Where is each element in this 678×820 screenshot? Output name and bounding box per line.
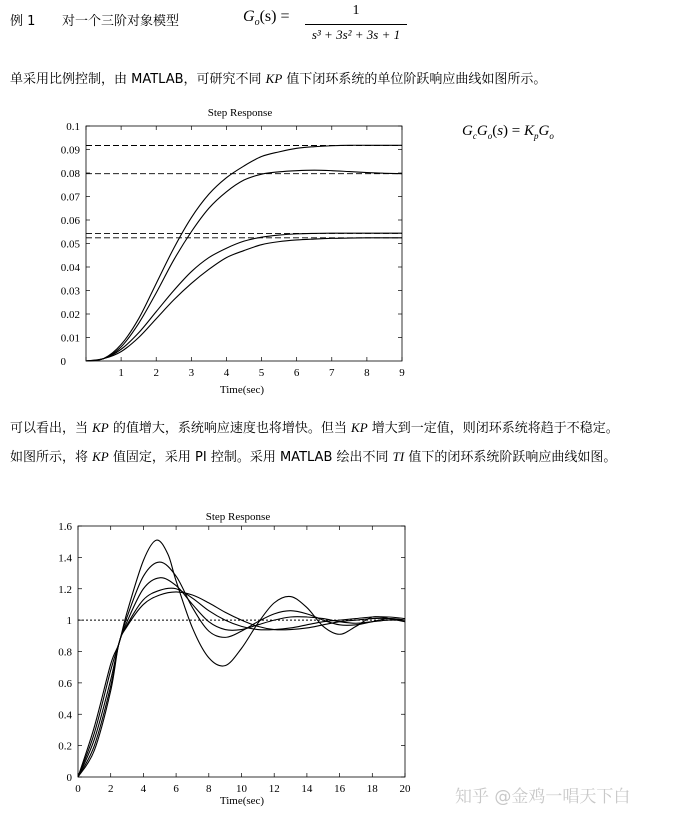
x-tick-label: 7: [329, 367, 335, 379]
x-tick-label: 4: [223, 367, 230, 379]
series-line-1: [86, 145, 402, 361]
y-tick-label: 0.01: [60, 332, 80, 345]
paragraph-3-text-a: 如图所示，将: [10, 450, 93, 465]
x-tick-label: 6: [173, 783, 179, 795]
x-tick-label: 3: [188, 367, 195, 379]
x-tick-label: 8: [206, 783, 212, 795]
x-tick-label: 18: [366, 783, 378, 795]
chart-2-xlabel: Time(sec): [219, 795, 265, 807]
x-tick-label: 12: [268, 783, 280, 795]
example-text: 对一个三阶对象模型: [62, 14, 180, 29]
formula-lhs-sub: o: [254, 17, 260, 29]
side-formula: [462, 123, 554, 141]
x-tick-label: 0: [75, 783, 81, 795]
x-tick-label: 20: [399, 783, 411, 795]
paragraph-3-ti: TI: [392, 449, 405, 464]
x-tick-label: 1: [118, 367, 124, 379]
paragraph-2-kp-a: KP: [92, 420, 109, 435]
paragraph-1-text-b: 值下闭环系统的单位阶跃响应曲线如图所示。: [282, 72, 547, 87]
plot-frame: [78, 526, 405, 777]
y-tick-label: 0.07: [60, 191, 80, 204]
y-tick-label: 0.08: [60, 168, 80, 180]
x-tick-label: 5: [258, 367, 265, 379]
paragraph-3-text-c: 值下的闭环系统阶跃响应曲线如图。: [404, 450, 617, 465]
y-tick-label: 0.2: [58, 740, 72, 753]
paragraph-1: [10, 68, 546, 87]
x-tick-label: 8: [364, 367, 370, 379]
y-tick-label: 1: [66, 615, 72, 628]
chart-1-title: Step Response: [207, 107, 273, 119]
y-tick-label: 0: [66, 772, 72, 784]
x-tick-label: 2: [153, 367, 159, 379]
paragraph-2-text-b: 的值增大，系统响应速度也将增快。但当: [108, 421, 352, 436]
chart-2-title: Step Response: [205, 511, 271, 523]
watermark: 知乎 @金鸡一唱天下白: [455, 787, 631, 807]
chart-1-plot-area: [61, 121, 406, 379]
example-label: 例 1: [10, 14, 36, 29]
step-response-chart-kp: [0, 100, 440, 400]
y-tick-label: 1.2: [58, 583, 72, 596]
paragraph-2-text-a: 可以看出，当: [10, 421, 93, 436]
formula-denominator: s³ + 3s² + 3s + 1: [311, 27, 401, 42]
step-response-chart-ti: [0, 505, 440, 815]
x-tick-label: 10: [236, 783, 247, 795]
header-formula: [243, 8, 289, 28]
y-tick-label: 0.6: [58, 677, 72, 690]
x-tick-label: 2: [107, 783, 114, 795]
series-line-1: [78, 540, 405, 777]
y-tick-label: 0.09: [60, 144, 80, 157]
series-line-2: [78, 562, 405, 777]
x-tick-label: 14: [301, 783, 313, 795]
paragraph-3: [10, 446, 616, 465]
paragraph-1-kp: KP: [265, 71, 283, 86]
formula-numerator: 1: [352, 3, 360, 18]
y-tick-label: 0.02: [60, 309, 80, 321]
formula-lhs: G: [243, 8, 255, 25]
chart-1-xlabel: Time(sec): [219, 384, 265, 396]
series-line-5: [78, 592, 405, 777]
x-tick-label: 16: [334, 783, 346, 795]
x-tick-label: 0: [60, 356, 66, 368]
paragraph-2-kp-b: KP: [351, 420, 368, 435]
paragraph-2-text-c: 增大到一定值，则闭环系统将趋于不稳定。: [367, 421, 619, 436]
chart-2-plot-area: [58, 521, 411, 795]
series-line-3: [78, 578, 405, 777]
y-tick-label: 0.06: [60, 215, 80, 227]
y-tick-label: 0.03: [60, 285, 80, 298]
formula-fraction-bar: [305, 24, 407, 25]
series-line-4: [86, 238, 402, 361]
y-tick-label: 0.1: [66, 121, 80, 133]
side-formula-text: $G_cG_o(s) = K_pG_o$: [462, 123, 554, 141]
plot-frame: [86, 126, 402, 361]
y-tick-label: 1.6: [58, 521, 72, 533]
x-tick-label: 4: [140, 783, 147, 795]
x-tick-label: 9: [399, 367, 405, 379]
y-tick-label: 0.8: [58, 646, 72, 659]
paragraph-3-kp: KP: [92, 449, 109, 464]
paragraph-3-text-b: 值固定，采用 PI 控制。采用 MATLAB 绘出不同: [108, 450, 393, 465]
y-tick-label: 0.05: [60, 238, 80, 251]
y-tick-label: 1.4: [58, 552, 72, 565]
paragraph-1-text-a: 单采用比例控制，由 MATLAB，可研究不同: [10, 72, 266, 87]
x-tick-label: 6: [293, 367, 300, 379]
series-line-2: [86, 170, 402, 361]
formula-lhs-arg: (s) =: [259, 8, 290, 25]
paragraph-2: [10, 417, 619, 436]
y-tick-label: 0.4: [58, 709, 72, 722]
y-tick-label: 0.04: [60, 262, 80, 274]
